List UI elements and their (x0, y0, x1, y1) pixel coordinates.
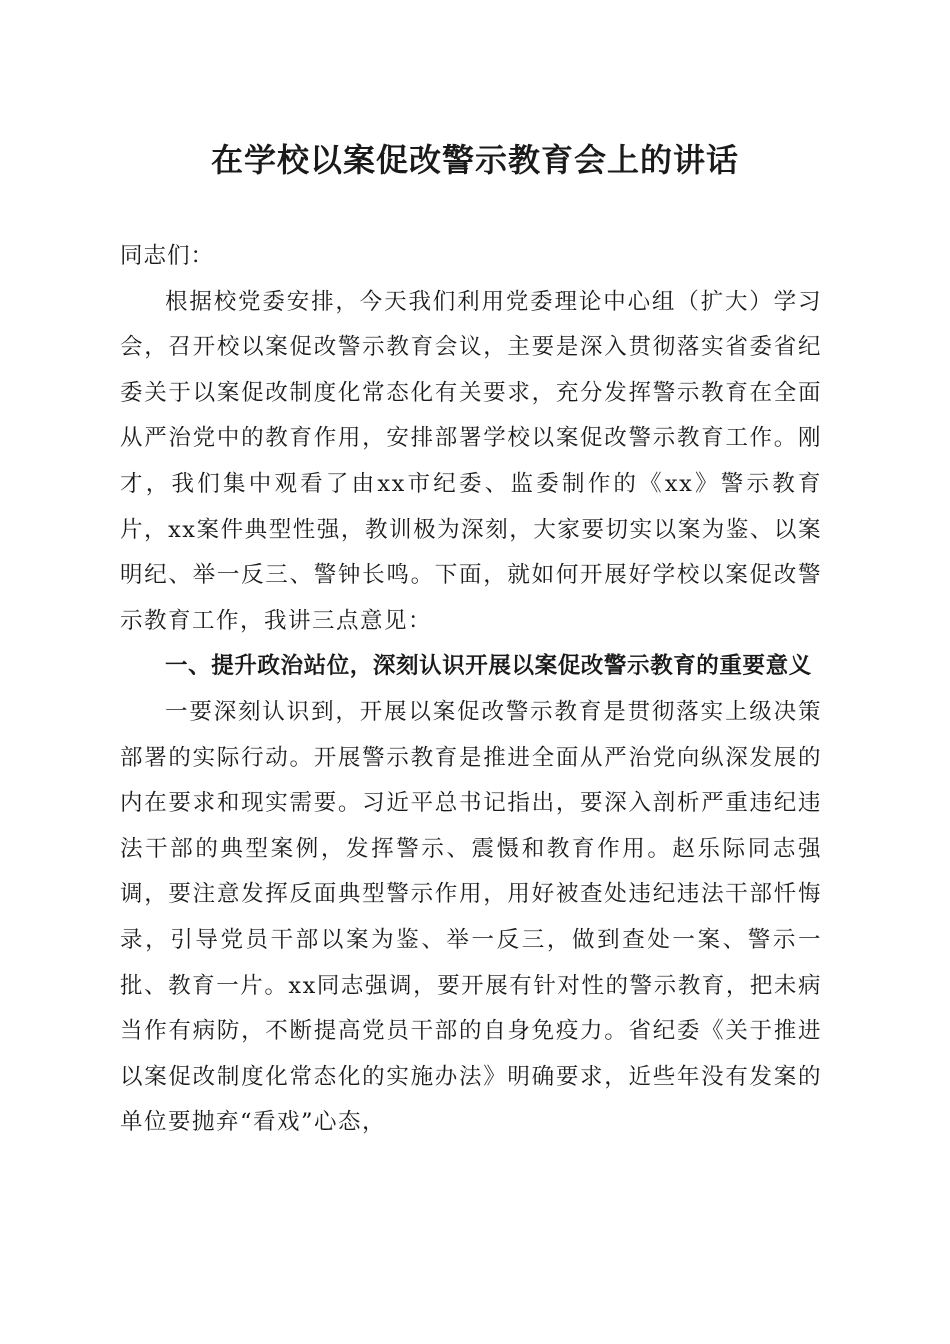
greeting: 同志们： (120, 243, 215, 269)
document-title: 在学校以案促改警示教育会上的讲话 (210, 141, 739, 179)
section-paragraph: 一要深刻认识到，开展以案促改警示教育是贯彻落实上级决策部署的实际行动。开展警示教育是推进全面从严治党向纵深发展的内在要求和现实需要。习近平总书记指出，要深入剖析严重违纪违法干部的典型案例，发挥警示、震慑和教育作用。赵乐际同志强调，要注意发挥反面典型警示作用，用好被查处违纪违法干部忏悔录，引导党员干部以案为鉴、举一反三，做到查处一案、警示一批、教育一片。xx同志强调，要开展有针对性的警示教育，把未病当作有病防，不断提高党员干部的自身免疫力。省纪委《关于推进以案促改制度化常态化的实施办法》明确要求，近些年没有发案的单位要抛弃“看戏”心态， (120, 698, 822, 1136)
section-heading: 一、提升政治站位，深刻认识开展以案促改警示教育的重要意义 (165, 653, 812, 680)
intro-paragraph: 根据校党委安排，今天我们利用党委理论中心组（扩大）学习会，召开校以案促改警示教育会议，主要是深入贯彻落实省委省纪委关于以案促改制度化常态化有关要求，充分发挥警示教育在全面从严治党中的教育作用，安排部署学校以案促改警示教育工作。刚才，我们集中观看了由xx市纪委、监委制作的《xx》警示教育片，xx案件典型性强，教训极为深刻，大家要切实以案为鉴、以案明纪、举一反三、警钟长鸣。下面，就如何开展好学校以案促改警示教育工作，我讲三点意见： (120, 288, 822, 634)
document-body (120, 234, 822, 1146)
